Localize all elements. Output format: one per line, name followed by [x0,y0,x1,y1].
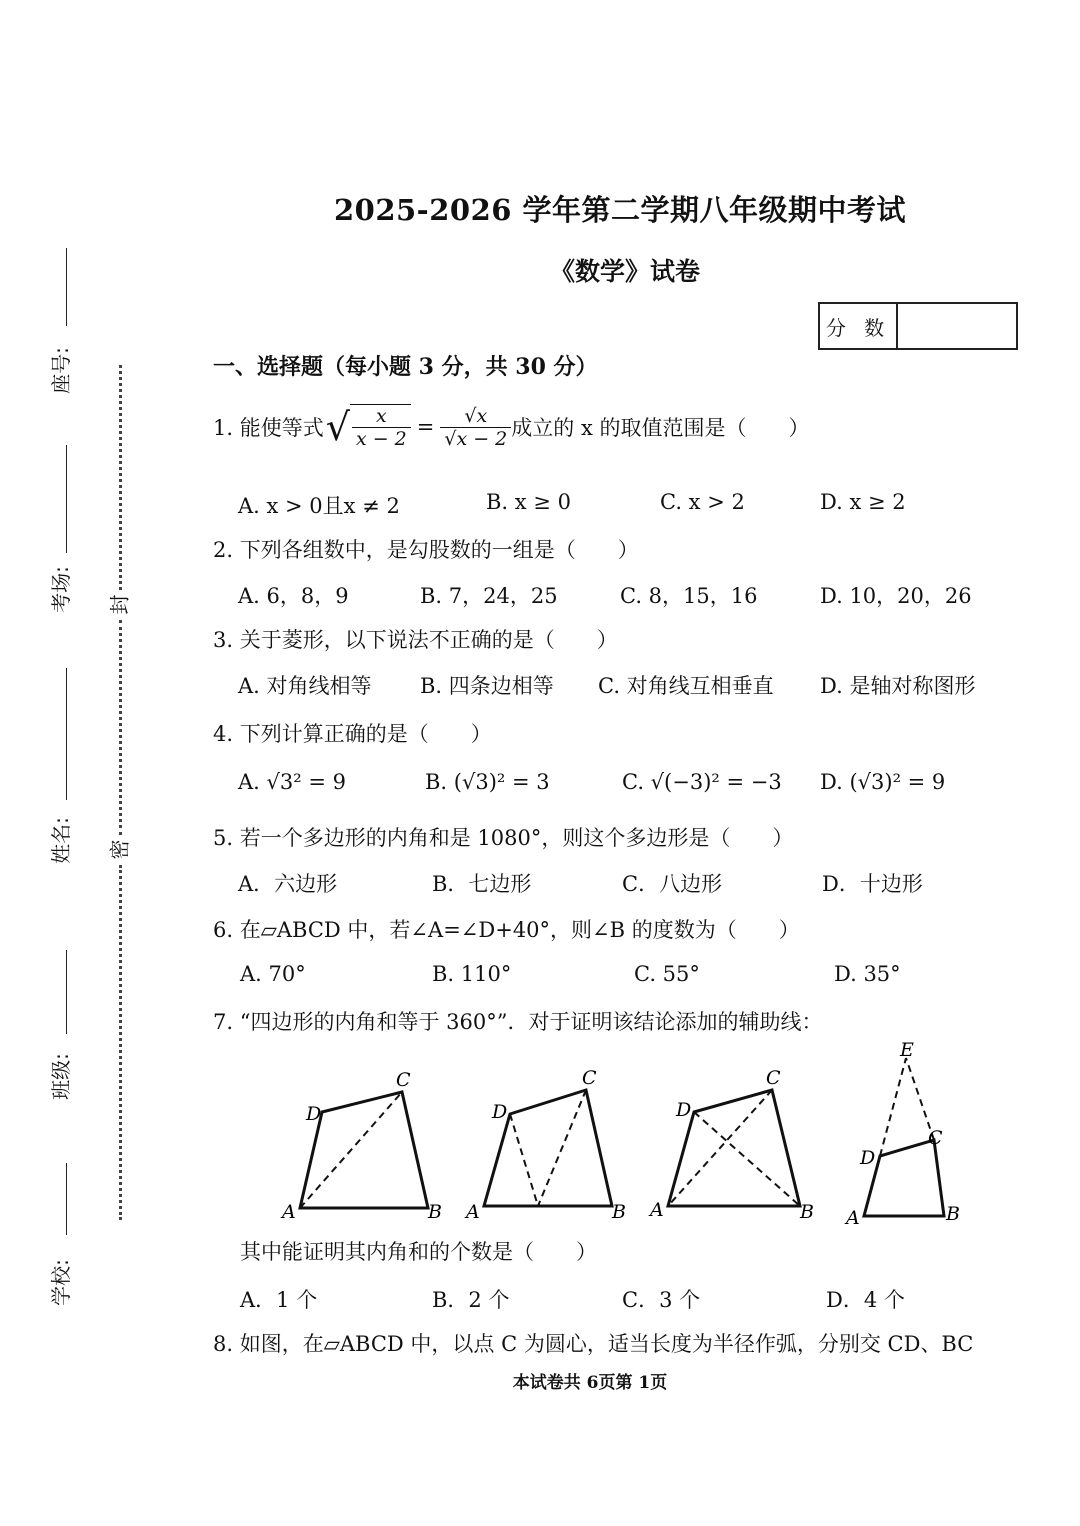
quadrilateral-figures [270,1040,990,1230]
vertex-label: D [492,1101,508,1123]
class-label: 班级: [48,1053,73,1100]
option-d[interactable]: D. 10，20，26 [820,584,972,608]
q1-suffix: 成立的 x 的取值范围是（ ） [511,416,810,440]
vertex-label: B [946,1203,960,1225]
option-a[interactable]: A．六边形 [238,872,338,896]
vertex-label: B [800,1201,814,1223]
vertex-label: A [282,1201,296,1223]
vertex-label: D [676,1099,692,1121]
vertex-label: C [928,1127,943,1149]
seal-dotted-line [119,365,122,590]
q1-fraction-right: $\frac{√x}{√x - 2}$ [440,405,511,450]
question-3: 3. 关于菱形，以下说法不正确的是（ ） [213,628,618,652]
option-d[interactable]: D. (√3)² = 9 [820,770,946,794]
figure-4 [844,1040,960,1229]
question-4: 4. 下列计算正确的是（ ） [213,722,492,746]
exam-title: 2025-2026 学年第二学期八年级期中考试 [333,193,907,227]
option-a[interactable]: A．1 个 [240,1288,318,1312]
question-7-followup: 其中能证明其内角和的个数是（ ） [240,1240,597,1264]
option-b[interactable]: B. 四条边相等 [420,674,554,698]
seal-dotted-line [119,620,122,835]
vertex-label: D [306,1103,322,1125]
binding-line [66,950,67,1034]
vertex-label: D [860,1147,876,1169]
section-heading: 一、选择题（每小题 3 分，共 30 分） [213,354,598,380]
option-a[interactable]: A. 70° [240,962,306,986]
vertex-label: B [428,1201,442,1223]
seal-char: 密 [107,839,132,860]
name-label: 姓名: [48,817,73,864]
option-d[interactable]: D．4 个 [826,1288,905,1312]
q1-fraction-left: $\frac{x}{x - 2}$ [350,404,411,450]
page-footer: 本试卷共 6页第 1页 [512,1373,668,1393]
option-c[interactable]: C. 55° [634,962,700,986]
option-b[interactable]: B. x ≥ 0 [486,490,571,514]
vertex-label: A [466,1201,480,1223]
option-b[interactable]: B．2 个 [432,1288,510,1312]
score-field[interactable] [898,304,1016,348]
score-label: 分 数 [820,304,898,348]
question-6: 6. 在▱ABCD 中，若∠A=∠D+40°，则∠B 的度数为（ ） [213,918,800,942]
question-5: 5. 若一个多边形的内角和是 1080°，则这个多边形是（ ） [213,826,794,850]
option-b[interactable]: B. 110° [432,962,512,986]
option-b[interactable]: B. 7，24，25 [420,584,558,608]
option-d[interactable]: D. 是轴对称图形 [820,674,976,698]
option-d[interactable]: D. 35° [834,962,901,986]
vertex-label: B [612,1201,626,1223]
vertex-label: A [846,1207,860,1229]
score-box [818,302,1018,350]
option-c[interactable]: C. √(−3)² = −3 [622,770,782,794]
option-c[interactable]: C. 8，15，16 [620,584,758,608]
binding-line [66,445,67,553]
figure-1 [280,1069,442,1223]
question-1: 1. 能使等式 √ $\frac{x}{x - 2}$ = $\frac{√x}{√x - 2}$ 成立的 x 的取值范围是（ ） [213,404,810,450]
option-d[interactable]: D. x ≥ 2 [820,490,906,514]
option-a[interactable]: A. x > 0且x ≠ 2 [238,494,400,518]
option-a[interactable]: A. √3² = 9 [238,770,346,794]
q1-prefix: 1. 能使等式 [213,416,324,440]
figure-2 [464,1067,626,1223]
option-a[interactable]: A. 对角线相等 [238,674,372,698]
option-c[interactable]: C．3 个 [622,1288,701,1312]
option-c[interactable]: C. x > 2 [660,490,745,514]
seal-char: 封 [107,594,132,615]
question-8: 8. 如图，在▱ABCD 中，以点 C 为圆心，适当长度为半径作弧，分别交 CD、BC [213,1332,974,1356]
figure-3 [648,1067,814,1223]
seal-dotted-line [119,865,122,1220]
exam-room-label: 考场: [48,566,73,613]
question-2: 2. 下列各组数中，是勾股数的一组是（ ） [213,538,639,562]
binding-line [66,1163,67,1235]
exam-subtitle: 《数学》试卷 [549,257,700,286]
seat-number-label: 座号: [48,347,73,394]
school-label: 学校: [48,1259,73,1306]
vertex-label: C [396,1069,411,1091]
option-d[interactable]: D．十边形 [822,872,923,896]
option-c[interactable]: C．八边形 [622,872,723,896]
option-b[interactable]: B．七边形 [432,872,532,896]
option-b[interactable]: B. (√3)² = 3 [425,770,550,794]
vertex-label: A [650,1199,664,1221]
vertex-label: C [582,1067,597,1089]
option-a[interactable]: A. 6，8，9 [238,584,349,608]
vertex-label: C [766,1067,781,1089]
vertex-label: E [900,1040,914,1061]
binding-line [66,668,67,800]
option-c[interactable]: C. 对角线互相垂直 [598,674,774,698]
question-7: 7. “四边形的内角和等于 360°”．对于证明该结论添加的辅助线： [213,1010,823,1034]
